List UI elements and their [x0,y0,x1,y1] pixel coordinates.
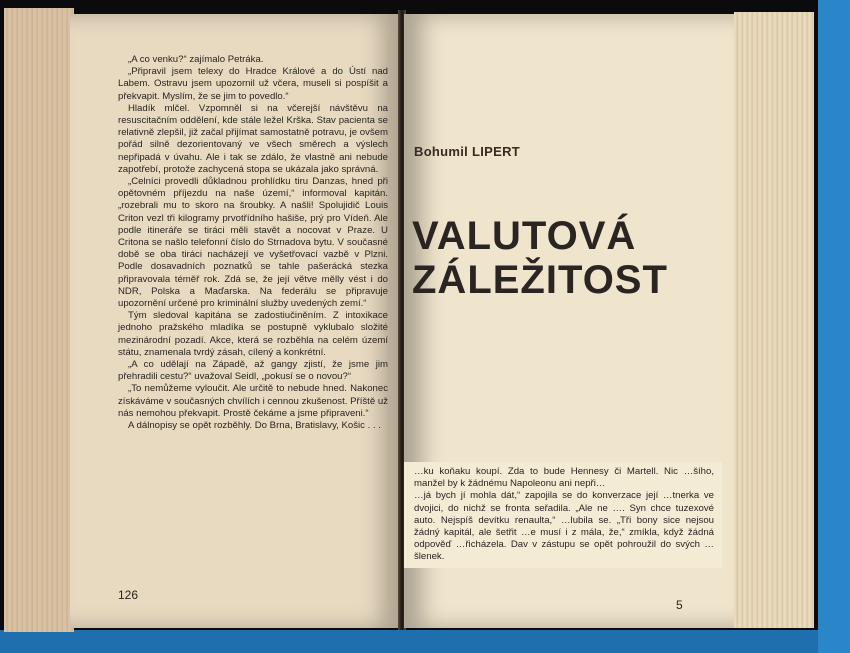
story-title [412,214,668,302]
title-line-2: ZÁLEŽITOST [412,258,668,302]
right-page [404,14,734,628]
excerpt-paragraph: …já bych jí mohla dát,“ zapojila se do konverzace její …tnerka ve dvojici, do nichž se fronta seřadila. „Ale ne …. Syn chce tuzexové auto. Nejspíš devítku renaulta,“ …lubila se. „Tři bony sice nejsou žádný kapitál, ale šetřit …e musí i z mála, že,“ zmíkla, když žádná odpověď …řicházela. Dav v zástupu se opět pohroužil do svých …šlenek. [414,490,714,563]
paragraph: „Připravil jsem telexy do Hradce Králové a do Ústí nad Labem. Ostravu jsem upozornil už včera, museli si pospíšit a překvapit. Myslím, že se jim to povedlo.“ [118,66,388,102]
paragraph: „To nemůžeme vyloučit. Ale určitě to nebude hned. Nakonec získáváme v současných chvílích i cennou zkušenost. Příště už nás nemohou překvapit. Prostě čekáme a jsme připraveni.“ [118,383,388,419]
paragraph: A dálnopisy se opět rozběhly. Do Brna, Bratislavy, Košic . . . [128,420,381,432]
left-page [70,14,400,628]
left-text-column [118,54,388,432]
book-cover-right [818,0,850,653]
title-line-1: VALUTOVÁ [412,214,637,258]
author-name: Bohumil LIPERT [414,144,521,159]
paragraph: Tým sledoval kapitána se zadostiučiněním. Z intoxikace jednoho pražského mladíka se postupně vyklubalo složité mezinárodní pozadí. Akce, která se rozběhla na celém území státu, znamenala tvrdý zásah, cílený a konkrétní. [118,310,388,358]
paragraph: „Celníci provedli důkladnou prohlídku tiru Danzas, hned při opětovném příjezdu na naše území,“ informoval kapitán. „rozebrali mu to skoro na šroubky. A našli! Spolujidič Louis Criton vezl tři kilogramy prvotřídního hašiše, prý pro Vídeň. Ale podle itineráře se tiráci měli stavět a nocovat v Praze. U Critona se našlo telefonní číslo do Strnadova bytu. V současné době se oba tiráci nacházejí ve vyšetřovací vazbě v Plzni. Podle dosavadních poznatků se tahle pašerácká stezka připravovala téměř rok. Zdá se, že její větve mělly vést i do NDR, Polska a Maďarska. Na federálu se připravuje upozornění určené pro kriminální služby uvedených zemí.“ [118,176,388,310]
paragraph: „A co venku?“ zajímalo Petráka. [128,54,264,65]
right-page-edges [734,12,814,628]
left-page-edges [4,8,74,632]
story-excerpt [404,462,722,568]
paragraph: „A co udělají na Západě, až gangy zjistí, že jsme jim přehradili cestu?“ uvažoval Seidl, „pokusí se o novou?“ [118,359,388,383]
book-cover-bottom [0,630,850,653]
page-number-left: 126 [118,588,139,602]
page-number-right: 5 [676,598,683,612]
paragraph: Hladík mlčel. Vzpomněl si na včerejší návštěvu na resuscitačním oddělení, kde stále ležel Krška. Stav pacienta se relativně zlepšil, již začal přijímat samostatně potravu, je ovšem pořád silně dezorientovaný ve všech směrech a výslech nepřipadá v úvahu. Ale i tak se zdálo, že vlastně ani nebude zapotřebí, protože zachycená stopa se ukázala jako správná. [118,102,388,175]
excerpt-paragraph: …ku koňaku koupí. Zda to bude Hennesy či Martell. Nic …šího, manžel by k žádnému Napoleonu ani nepři… [414,466,714,490]
